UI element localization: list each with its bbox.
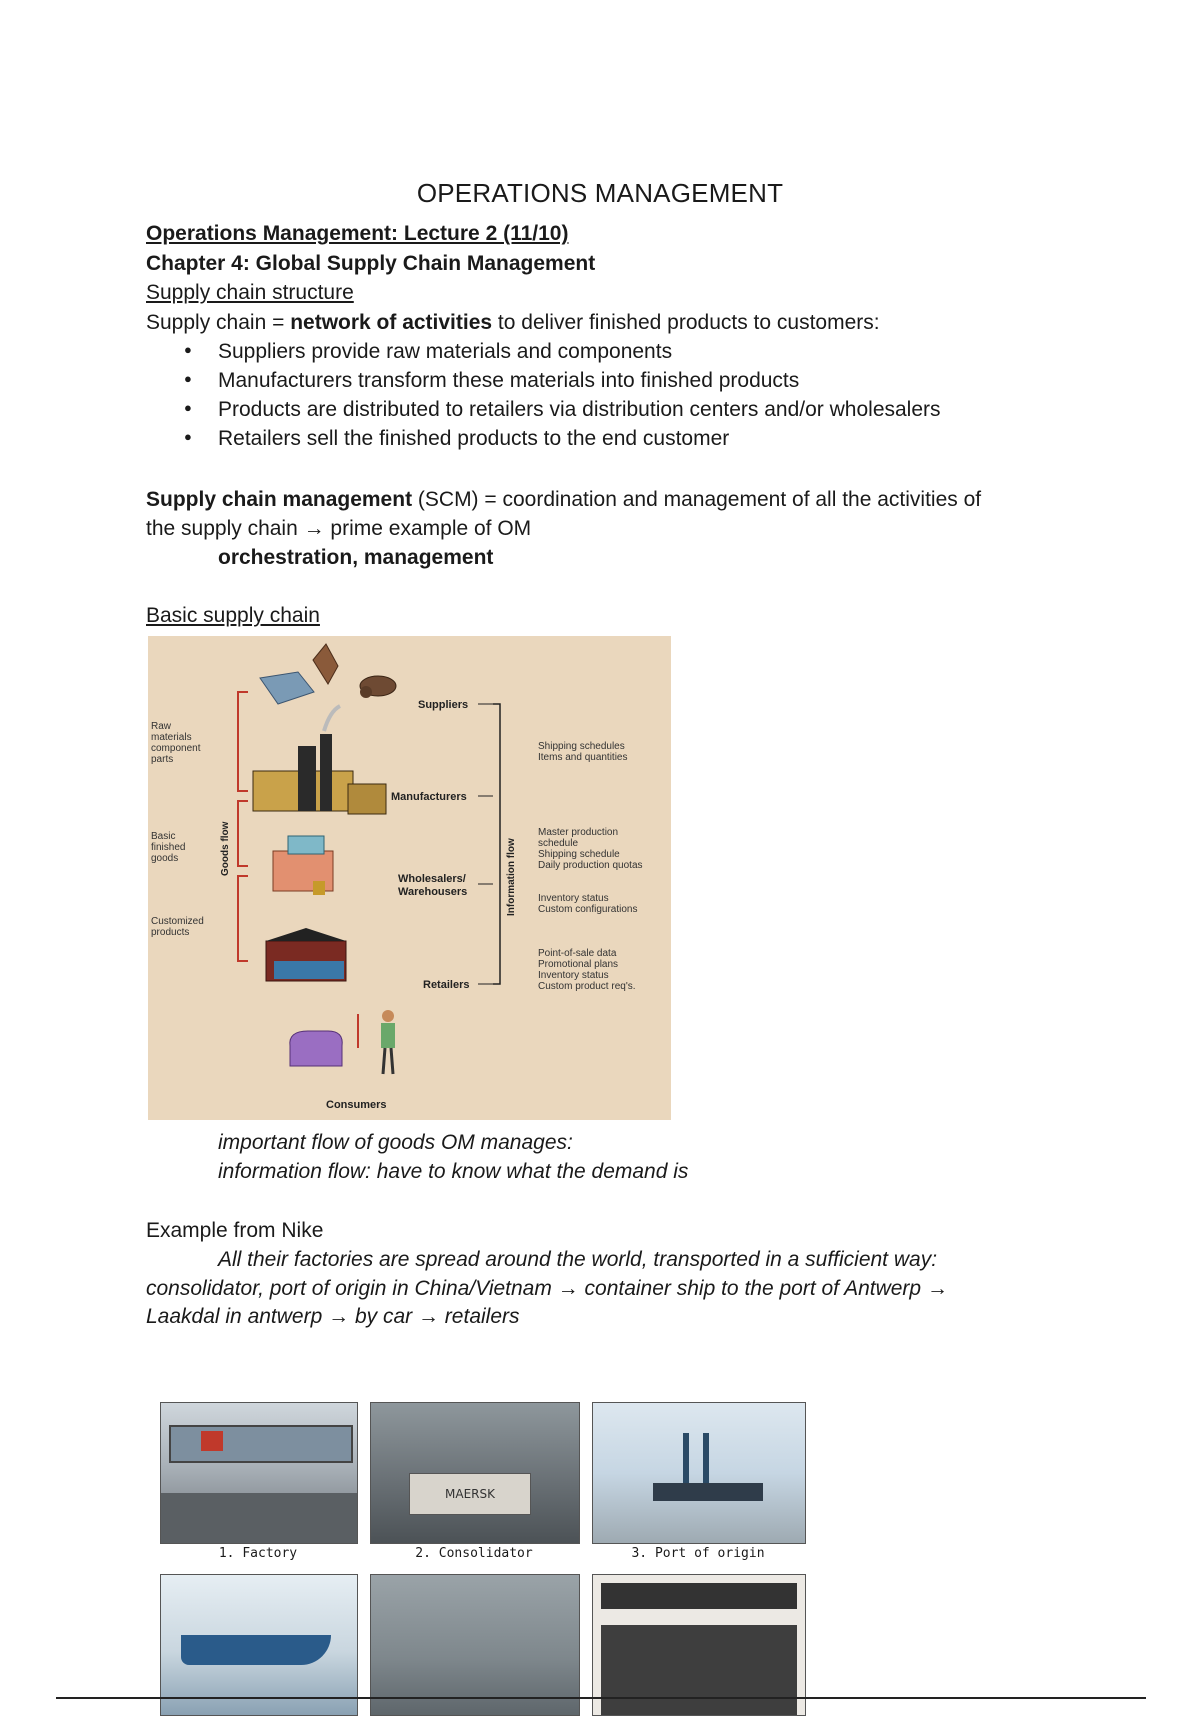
goods-flow-label: Goods flow <box>220 821 231 876</box>
left-label: Raw <box>151 721 172 732</box>
info-note: Promotional plans <box>538 959 619 970</box>
left-label: parts <box>151 754 174 765</box>
consolidator-photo <box>370 1402 580 1544</box>
bullet-item: ● Suppliers provide raw materials and components <box>182 340 941 369</box>
bullet-item: ● Manufacturers transform these materials into finished products <box>182 369 941 398</box>
left-label: Basic <box>151 831 176 842</box>
port-of-origin-photo <box>592 1402 806 1544</box>
scm-definition-line2: the supply chain → prime example of OM <box>146 517 532 540</box>
left-label: goods <box>151 853 179 864</box>
nike-text-line2: consolidator, port of origin in China/Vietnam → container ship to the port of Antwerp → <box>146 1277 948 1300</box>
basic-supply-chain-heading: Basic supply chain <box>146 604 320 627</box>
left-label: component <box>151 743 201 754</box>
info-note: Items and quantities <box>538 752 628 763</box>
bullet-item: ● Retailers sell the finished products to the end customer <box>182 427 941 456</box>
left-label: Customized <box>151 916 204 927</box>
container-label: MAERSK <box>409 1473 531 1515</box>
info-note: Master production <box>538 827 619 838</box>
info-note: Point-of-sale data <box>538 948 617 959</box>
chapter-heading: Chapter 4: Global Supply Chain Management <box>146 252 596 275</box>
info-note: Custom product req's. <box>538 981 636 992</box>
nike-text-line3: Laakdal in antwerp → by car → retailers <box>146 1305 520 1328</box>
info-note: Daily production quotas <box>538 860 643 871</box>
retail-store-photo <box>592 1574 806 1716</box>
stage-label-suppliers: Suppliers <box>418 699 469 711</box>
distribution-center-photo <box>370 1574 580 1716</box>
nike-text-line1: All their factories are spread around the world, transported in a sufficient way: <box>218 1248 938 1271</box>
left-label: products <box>151 927 190 938</box>
information-flow-label: Information flow <box>506 838 517 916</box>
info-note: schedule <box>538 838 579 849</box>
lecture-heading: Operations Management: Lecture 2 (11/10) <box>146 222 569 245</box>
diagram-caption-information: information flow: have to know what the demand is <box>218 1160 689 1183</box>
container-ship-photo <box>160 1574 358 1716</box>
factory-photo <box>160 1402 358 1544</box>
info-note: Custom configurations <box>538 904 638 915</box>
left-label: materials <box>151 732 192 743</box>
stage-label-manufacturers: Manufacturers <box>391 791 467 803</box>
info-note: Inventory status <box>538 893 609 904</box>
info-note: Shipping schedule <box>538 849 620 860</box>
left-label: finished <box>151 842 186 853</box>
scm-definition: Supply chain management (SCM) = coordination and management of all the activities of <box>146 488 982 511</box>
bullet-item: ● Products are distributed to retailers via distribution centers and/or wholesalers <box>182 398 941 427</box>
supply-chain-structure-heading: Supply chain structure <box>146 281 354 304</box>
info-note: Shipping schedules <box>538 741 625 752</box>
photo-caption-port: 3. Port of origin <box>631 1546 765 1561</box>
photo-caption-factory: 1. Factory <box>218 1546 298 1561</box>
page-bottom-rule <box>56 1697 1146 1699</box>
stage-label-retailers: Retailers <box>423 979 470 991</box>
supply-chain-bullets <box>182 340 941 456</box>
diagram-caption-goods: important flow of goods OM manages: <box>218 1131 573 1154</box>
stage-label-warehousers: Warehousers <box>398 886 468 898</box>
supply-chain-definition: Supply chain = network of activities to deliver finished products to customers: <box>146 311 880 334</box>
page-title: OPERATIONS MANAGEMENT <box>416 178 784 208</box>
scm-note: orchestration, management <box>218 546 494 569</box>
photo-caption-consolidator: 2. Consolidator <box>415 1546 533 1561</box>
consumer-armchair-icon <box>290 1031 342 1066</box>
info-note: Inventory status <box>538 970 609 981</box>
supply-chain-diagram <box>148 636 671 1120</box>
stage-label-consumers: Consumers <box>326 1099 387 1111</box>
nike-heading: Example from Nike <box>146 1219 324 1242</box>
stage-label-wholesalers: Wholesalers/ <box>398 873 466 885</box>
